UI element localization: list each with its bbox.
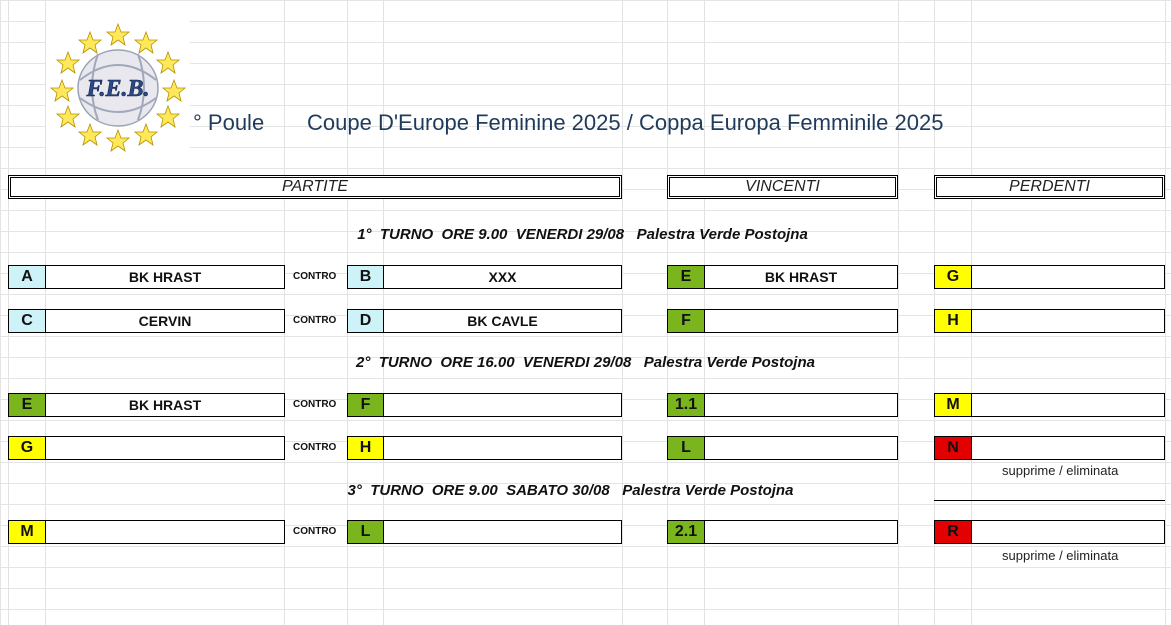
team-cell[interactable]	[383, 393, 622, 417]
match-slot-label: E	[8, 393, 46, 417]
header-partite: PARTITE	[8, 175, 622, 199]
team-cell[interactable]	[45, 436, 285, 460]
winner-slot-label: E	[667, 265, 705, 289]
team-cell[interactable]: BK HRAST	[45, 265, 285, 289]
page-title: Coupe D'Europe Feminine 2025 / Coppa Europa Femminile 2025	[307, 110, 944, 135]
loser-cell[interactable]	[971, 309, 1165, 333]
logo-text: F.E.B.	[86, 76, 150, 102]
match-slot-label: L	[347, 520, 384, 544]
team-cell[interactable]: CERVIN	[45, 309, 285, 333]
loser-slot-label: G	[934, 265, 972, 289]
loser-cell[interactable]	[971, 393, 1165, 417]
grid-line	[622, 0, 623, 625]
match-slot-label: C	[8, 309, 46, 333]
team-cell[interactable]	[383, 520, 622, 544]
match-slot-label: B	[347, 265, 384, 289]
divider	[934, 500, 1165, 501]
team-cell[interactable]	[383, 436, 622, 460]
team-cell[interactable]: XXX	[383, 265, 622, 289]
grid-line	[898, 0, 899, 625]
match-slot-label: A	[8, 265, 46, 289]
header-vincenti: VINCENTI	[667, 175, 898, 199]
loser-slot-label: N	[934, 436, 972, 460]
feb-logo	[46, 20, 190, 152]
contro-label: CONTRO	[293, 399, 337, 410]
elimination-note: supprime / eliminata	[1002, 463, 1119, 478]
winner-slot-label: 2.1	[667, 520, 705, 544]
contro-label: CONTRO	[293, 442, 337, 453]
contro-label: CONTRO	[293, 526, 337, 537]
match-slot-label: G	[8, 436, 46, 460]
team-cell[interactable]: BK CAVLE	[383, 309, 622, 333]
elimination-note: supprime / eliminata	[1002, 548, 1119, 563]
poule-label: ° Poule	[193, 110, 265, 135]
winner-slot-label: 1.1	[667, 393, 705, 417]
match-slot-label: D	[347, 309, 384, 333]
match-slot-label: M	[8, 520, 46, 544]
loser-cell[interactable]	[971, 436, 1165, 460]
team-cell[interactable]	[45, 520, 285, 544]
winner-cell[interactable]: BK HRAST	[704, 265, 898, 289]
round-3-title: 3° TURNO ORE 9.00 SABATO 30/08 Palestra Verde Postojna	[347, 482, 794, 499]
loser-slot-label: M	[934, 393, 972, 417]
match-slot-label: F	[347, 393, 384, 417]
winner-cell[interactable]	[704, 393, 898, 417]
loser-slot-label: H	[934, 309, 972, 333]
winner-cell[interactable]	[704, 309, 898, 333]
winner-cell[interactable]	[704, 436, 898, 460]
round-2-title: 2° TURNO ORE 16.00 VENERDI 29/08 Palestra Verde Postojna	[356, 354, 815, 371]
match-slot-label: H	[347, 436, 384, 460]
grid-line	[1165, 0, 1166, 625]
winner-slot-label: F	[667, 309, 705, 333]
team-cell[interactable]: BK HRAST	[45, 393, 285, 417]
loser-cell[interactable]	[971, 265, 1165, 289]
winner-slot-label: L	[667, 436, 705, 460]
round-1-title: 1° TURNO ORE 9.00 VENERDI 29/08 Palestra Verde Postojna	[357, 226, 808, 243]
contro-label: CONTRO	[293, 271, 337, 282]
winner-cell[interactable]	[704, 520, 898, 544]
loser-cell[interactable]	[971, 520, 1165, 544]
contro-label: CONTRO	[293, 315, 337, 326]
header-perdenti: PERDENTI	[934, 175, 1165, 199]
logo-emblem	[46, 20, 190, 152]
loser-slot-label: R	[934, 520, 972, 544]
